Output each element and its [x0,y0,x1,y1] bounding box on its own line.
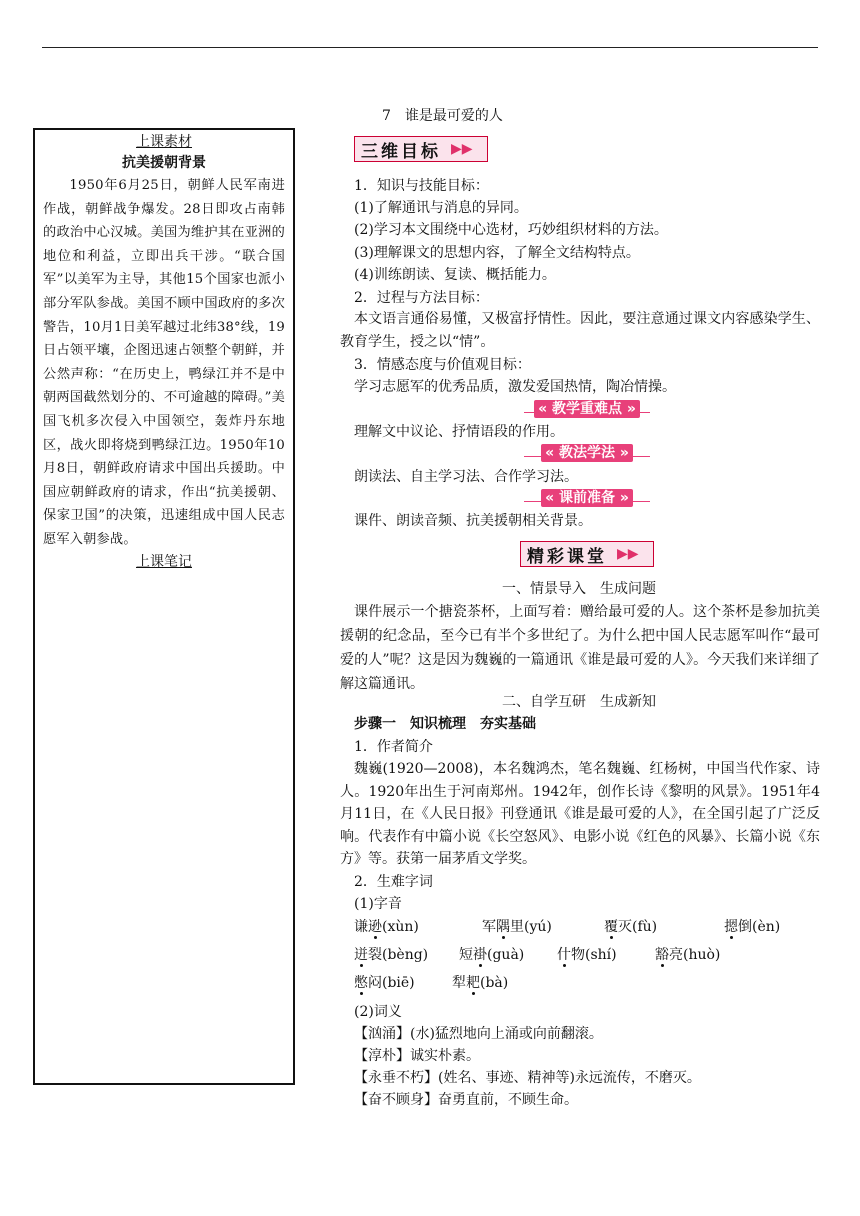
side-title: 抗美援朝背景 [122,155,206,171]
banner-class [520,541,654,567]
goal-1a: (1)了解通讯与消息的异同。 [354,200,528,216]
goal-1d: (4)训练朗读、复读、概括能力。 [354,267,556,283]
banner-goals-label: 三维目标 [361,141,441,162]
goal-3-text: 学习志愿军的优秀品质，激发爱国热情，陶冶情操。 [354,379,676,395]
pron-item: 迸裂(bèng) [354,947,429,963]
vocab-2: 【淳朴】诚实朴素。 [354,1048,480,1064]
pill-key-points-label: « 教学重难点 » [534,400,640,418]
key-points-text: 理解文中议论、抒情语段的作用。 [354,424,564,440]
side-notes-header: 上课笔记 [136,553,192,570]
pill-prep [522,489,652,507]
lesson-title: 7 谁是最可爱的人 [382,108,503,124]
header-rule [42,47,818,48]
side-materials-box [33,128,295,1085]
goal-2: 2．过程与方法目标： [354,290,489,306]
goal-3: 3．情感态度与价值观目标： [354,357,531,373]
pron-heading: (1)字音 [354,896,402,912]
double-arrow-icon: ▶▶ [617,546,639,562]
words-heading: 2．生难字词 [354,874,433,890]
author-heading: 1．作者简介 [354,739,433,755]
double-arrow-icon: ▶▶ [451,141,473,157]
pill-prep-label: « 课前准备 » [541,489,633,507]
section-2-heading: 二、自学互研 生成新知 [502,694,656,710]
methods-text: 朗读法、自主学习法、合作学习法。 [354,469,578,485]
pron-item: 憋闷(biē) [354,975,415,991]
step-1-heading: 步骤一 知识梳理 夯实基础 [354,716,536,732]
pill-methods-label: « 教法学法 » [541,444,633,462]
pron-item: 谦逊(xùn) [354,919,419,935]
author-text: 魏巍(1920—2008)，本名魏鸿杰，笔名魏巍、红杨树，中国当代作家、诗人。1920年出生于河南郑州。1942年，创作长诗《黎明的风景》。1951年4月11日，在《人民日报》刊登通讯《谁是最可爱的人》，在全国引起了广泛反响。代表作有中篇小说《长空怒风》、电影小说《红色的风暴》、长篇小说《东方》等。获第一届茅盾文学奖。 [340,761,820,867]
pron-item: 豁亮(huò) [655,947,721,963]
vocab-3: 【永垂不朽】(姓名、事迹、精神等)永远流传，不磨灭。 [354,1070,701,1086]
pron-item: 犁耙(bà) [452,975,509,991]
pron-item: 覆灭(fù) [604,919,658,935]
goal-2-text: 本文语言通俗易懂，又极富抒情性。因此，要注意通过课文内容感染学生、教育学生，授之以“情”。 [340,311,820,350]
goal-1: 1．知识与技能目标： [354,178,489,194]
pron-item: 摁倒(èn) [724,919,781,935]
goal-1c: (3)理解课文的思想内容，了解全文结构特点。 [354,245,640,261]
banner-goals [354,136,488,162]
pill-methods [522,444,652,462]
vocab-heading: (2)词义 [354,1004,402,1020]
banner-class-label: 精彩课堂 [527,546,607,567]
side-body: 1950年6月25日，朝鲜人民军南进作战，朝鲜战争爆发。28日即攻占南韩的政治中心汉城。美国为维护其在亚洲的地位和利益，立即出兵干涉。“联合国军”以美军为主导，其他15个国家也派小部分军队参战。美国不顾中国政府的多次警告，10月1日美军越过北纬38°线，19日占领平壤，企图迅速占领整个朝鲜，并公然声称：“在历史上，鸭绿江并不是中朝两国截然划分的、不可逾越的障碍。”美国飞机多次侵入中国领空，轰炸丹东地区，战火即将烧到鸭绿江边。1950年10月8日，朝鲜政府请求中国出兵援助。中国应朝鲜政府的请求，作出“抗美援朝、保家卫国”的决策，迅速组成中国人民志愿军入朝参战。 [43,178,285,547]
section-1-heading: 一、情景导入 生成问题 [502,581,656,597]
pill-key-points [522,400,652,418]
section-1-text: 课件展示一个搪瓷茶杯，上面写着：赠给最可爱的人。这个茶杯是参加抗美援朝的纪念品，至今已有半个多世纪了。为什么把中国人民志愿军叫作“最可爱的人”呢？这是因为魏巍的一篇通讯《谁是最可爱的人》。今天我们来详细了解这篇通讯。 [340,604,820,692]
prep-text: 课件、朗读音频、抗美援朝相关背景。 [354,513,592,529]
pron-item: 什物(shí) [557,947,617,963]
pron-item: 短褂(guà) [459,947,525,963]
side-header: 上课素材 [136,134,192,150]
goal-1b: (2)学习本文围绕中心选材，巧妙组织材料的方法。 [354,222,668,238]
vocab-1: 【汹涌】(水)猛烈地向上涌或向前翻滚。 [354,1026,603,1042]
pron-item: 军隅里(yú) [482,919,552,935]
vocab-4: 【奋不顾身】奋勇直前，不顾生命。 [354,1092,578,1108]
